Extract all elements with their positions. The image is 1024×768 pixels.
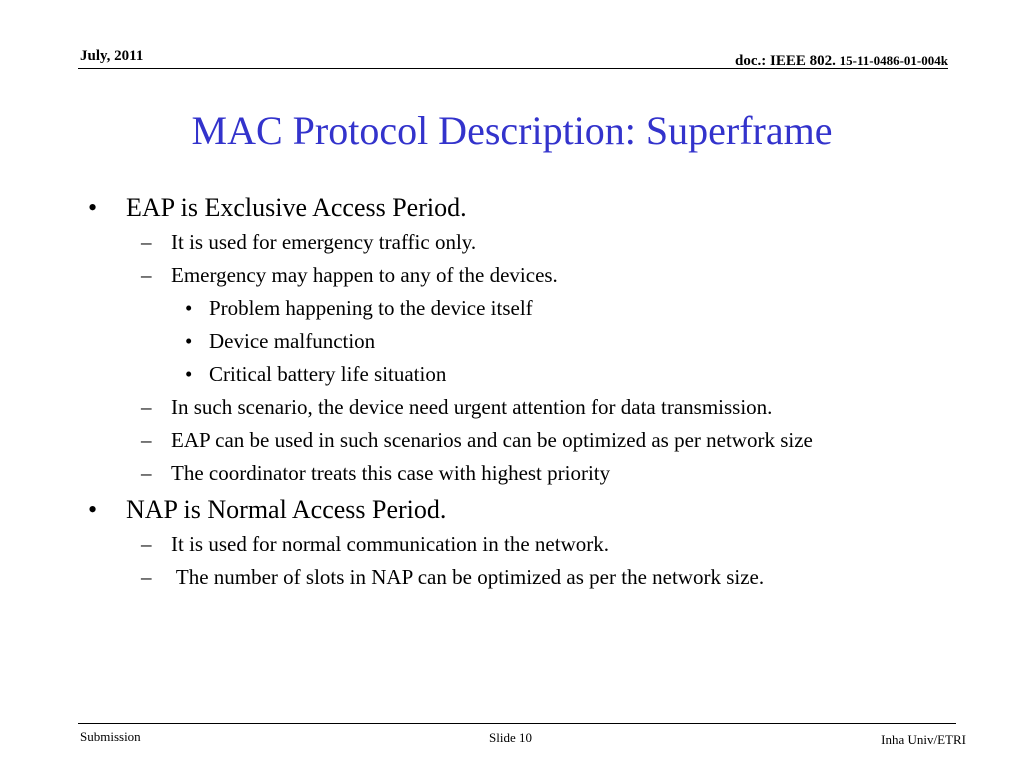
dash-marker: – xyxy=(141,263,152,287)
header-rule xyxy=(78,68,948,69)
footer-rule xyxy=(78,723,956,724)
sub-bullet-emergency-devices xyxy=(0,263,1024,288)
header-date: July, 2011 xyxy=(80,48,144,64)
sub-bullet-urgent-attention xyxy=(0,395,1024,420)
doc-number: 15-11-0486-01-004k xyxy=(839,53,948,68)
sub-sub-bullet-text: Device malfunction xyxy=(209,329,376,353)
sub-bullet-emergency-traffic xyxy=(0,230,1024,255)
dash-marker: – xyxy=(141,532,152,556)
sub-bullet-text: The coordinator treats this case with highest priority xyxy=(171,461,611,485)
footer-submission: Submission xyxy=(80,729,141,744)
sub-bullet-text: Emergency may happen to any of the devices. xyxy=(171,263,558,287)
slide-body xyxy=(0,192,1024,598)
dash-marker: – xyxy=(141,230,152,254)
bullet-nap xyxy=(0,494,1024,526)
bullet-marker: • xyxy=(88,193,98,222)
sub-bullet-highest-priority xyxy=(0,461,1024,486)
footer-slide-number: Slide 10 xyxy=(489,730,532,745)
sub-sub-bullet-battery xyxy=(0,362,1024,387)
sub-bullet-text: EAP can be used in such scenarios and can be optimized as per network size xyxy=(171,428,813,452)
bullet-marker: • xyxy=(88,495,98,524)
footer-affiliation: Inha Univ/ETRI xyxy=(881,732,966,747)
sub-bullet-eap-optimized xyxy=(0,428,1024,453)
slide-title: MAC Protocol Description: Superframe xyxy=(191,108,833,153)
dash-marker: – xyxy=(141,461,152,485)
bullet-marker: • xyxy=(185,362,193,386)
sub-bullet-text: It is used for emergency traffic only. xyxy=(171,230,477,254)
sub-bullet-text: The number of slots in NAP can be optimized as per the network size. xyxy=(171,565,765,589)
bullet-marker: • xyxy=(185,329,193,353)
sub-sub-bullet-text: Critical battery life situation xyxy=(209,362,447,386)
sub-sub-bullet-text: Problem happening to the device itself xyxy=(209,296,533,320)
sub-sub-bullet-malfunction xyxy=(0,329,1024,354)
sub-bullet-nap-slots xyxy=(0,565,1024,590)
doc-prefix: doc.: IEEE 802. xyxy=(735,53,836,69)
bullet-text: EAP is Exclusive Access Period. xyxy=(126,193,467,222)
dash-marker: – xyxy=(141,565,152,589)
dash-marker: – xyxy=(141,395,152,419)
bullet-text: NAP is Normal Access Period. xyxy=(126,495,447,524)
bullet-marker: • xyxy=(185,296,193,320)
bullet-eap xyxy=(0,192,1024,224)
dash-marker: – xyxy=(141,428,152,452)
sub-sub-bullet-problem xyxy=(0,296,1024,321)
sub-bullet-text: It is used for normal communication in the network. xyxy=(171,532,609,556)
sub-bullet-text: In such scenario, the device need urgent attention for data transmission. xyxy=(171,395,773,419)
sub-bullet-normal-communication xyxy=(0,532,1024,557)
